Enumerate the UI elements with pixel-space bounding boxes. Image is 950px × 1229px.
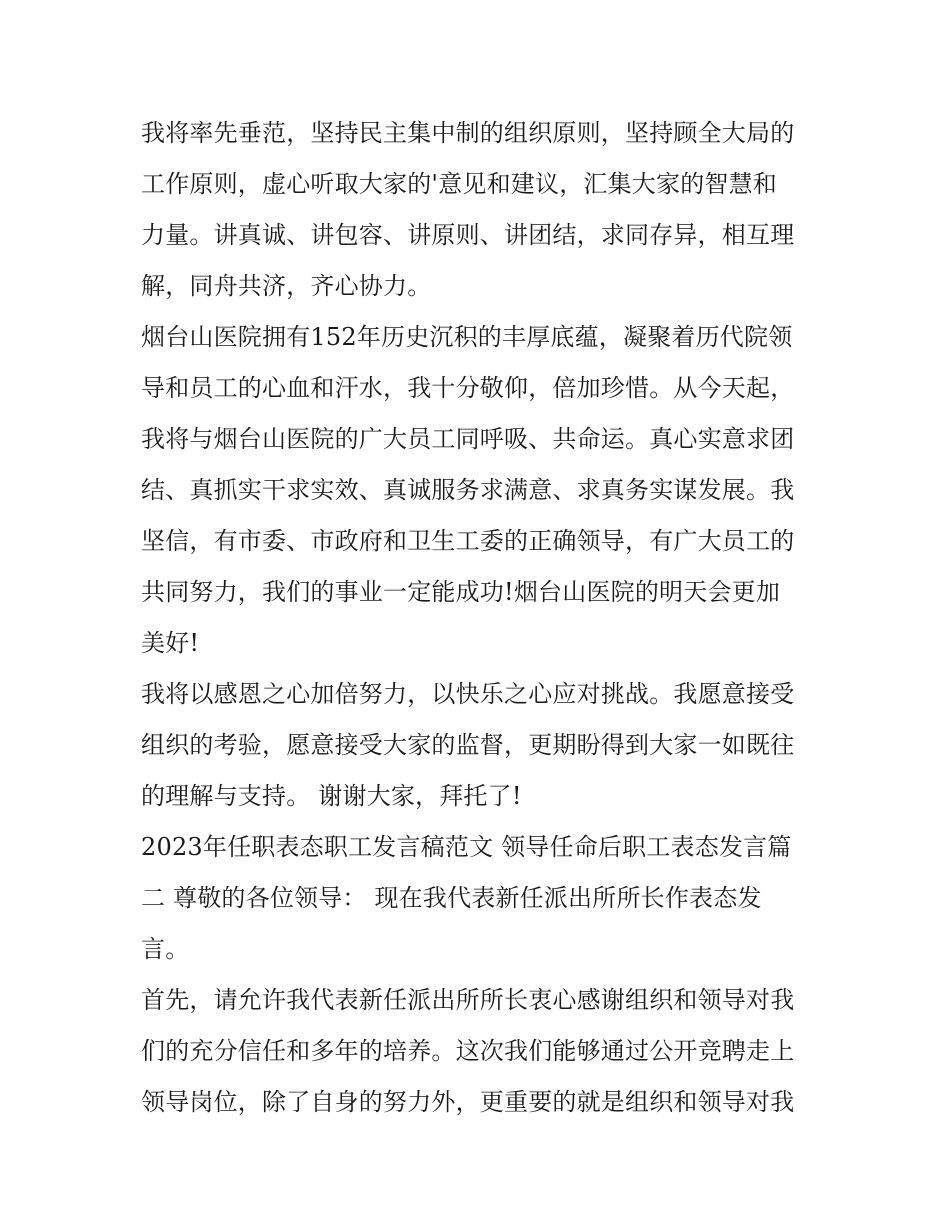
text-line: 首先，请允许我代表新任派出所所长衷心感谢组织和领导对我 — [141, 986, 795, 1014]
text-line: 导和员工的心血和汗水，我十分敬仰，倍加珍惜。从今天起， — [141, 374, 795, 402]
text-line: 的理解与支持。 谢谢大家，拜托了! — [141, 782, 522, 810]
text-line: 力量。讲真诚、讲包容、讲原则、讲团结，求同存异，相互理 — [141, 221, 795, 249]
text-line: 坚信，有市委、市政府和卫生工委的正确领导，有广大员工的 — [141, 527, 795, 555]
text-line: 言。 — [141, 935, 190, 963]
text-line: 们的充分信任和多年的培养。这次我们能够通过公开竞聘走上 — [141, 1037, 795, 1065]
text-line: 工作原则，虚心听取大家的'意见和建议，汇集大家的智慧和 — [141, 170, 777, 198]
text-line: 解，同舟共济，齐心协力。 — [141, 272, 432, 300]
text-line: 领导岗位，除了自身的努力外，更重要的就是组织和领导对我 — [141, 1088, 795, 1116]
text-line: 结、真抓实干求实效、真诚服务求满意、求真务实谋发展。我 — [141, 476, 795, 504]
text-line: 烟台山医院拥有152年历史沉积的丰厚底蕴，凝聚着历代院领 — [141, 323, 793, 351]
text-line: 共同努力，我们的事业一定能成功!烟台山医院的明天会更加 — [141, 578, 781, 606]
text-line: 二 尊敬的各位领导： 现在我代表新任派出所所长作表态发 — [141, 884, 762, 912]
document-body — [141, 108, 821, 1128]
text-line: 我将以感恩之心加倍努力，以快乐之心应对挑战。我愿意接受 — [141, 680, 795, 708]
text-line: 组织的考验，愿意接受大家的监督，更期盼得到大家一如既往 — [141, 731, 795, 759]
paragraph-hospital-history — [141, 312, 821, 669]
text-line: 2023年任职表态职工发言稿范文 领导任命后职工表态发言篇 — [141, 833, 792, 861]
paragraph-leadership-principles — [141, 108, 821, 312]
text-line: 美好! — [141, 629, 200, 657]
paragraph-section-title — [141, 822, 821, 975]
paragraph-thanks-organization — [141, 975, 821, 1128]
text-line: 我将与烟台山医院的广大员工同呼吸、共命运。真心实意求团 — [141, 425, 795, 453]
paragraph-gratitude — [141, 669, 821, 822]
text-line: 我将率先垂范，坚持民主集中制的组织原则，坚持顾全大局的 — [141, 119, 795, 147]
